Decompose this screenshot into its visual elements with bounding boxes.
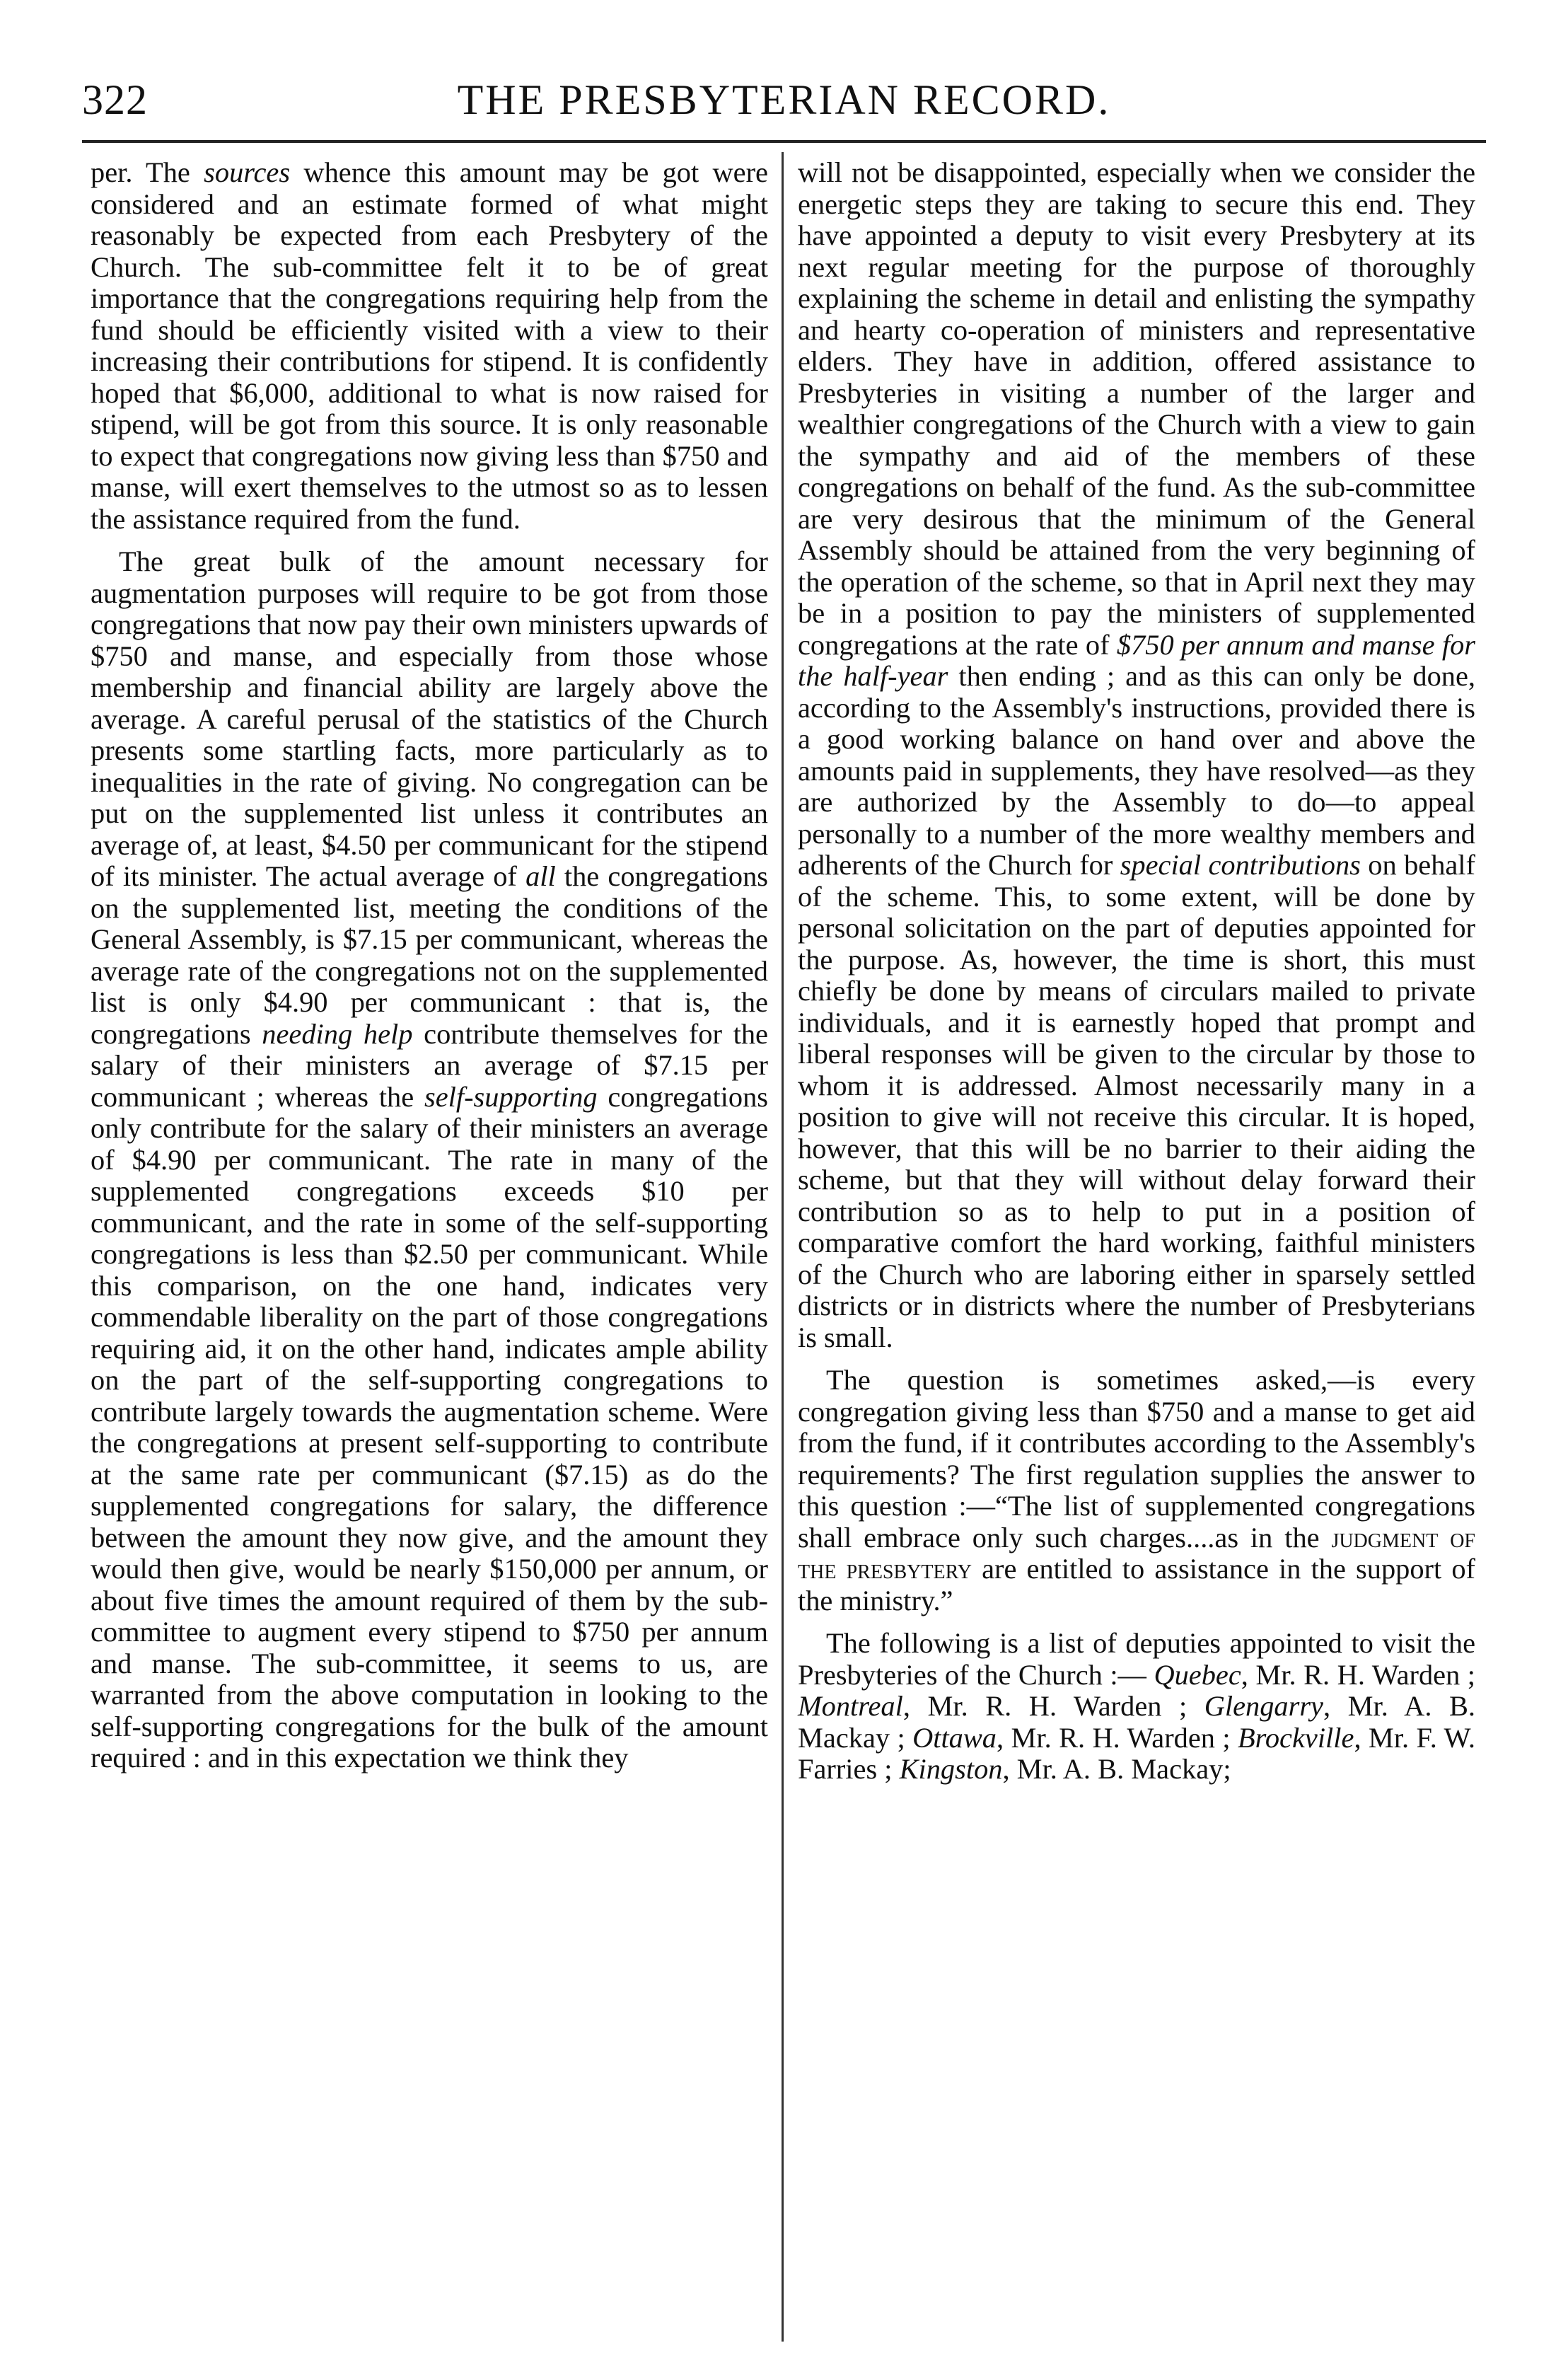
text-run: then ending ; and as this can only be done, according to the Assembly's instructions, provided there is a good working balance on hand over and above the amounts paid in supplements, they have resolved—as they are authorized by the Assembly to do—to appeal personally to a number of the more wealthy members and adherents of the Church for <box>798 660 1475 881</box>
text-run: , Mr. R. H. Warden ; <box>997 1721 1238 1754</box>
text-run: , Mr. A. B. Mackay ; <box>798 1690 1475 1754</box>
right-paragraph-1 <box>798 157 1475 1353</box>
italic-run: self-supporting <box>424 1080 598 1113</box>
place-name: Glengarry <box>1204 1690 1323 1722</box>
text-run: whence this amount may be got were considered and an estimate formed of what might reasonably be expected from each Presbytery of the Church. The sub-committee felt it to be of great importance that the congregations requiring help from the fund should be efficiently visited with a view to their increasing their contributions for stipend. It is confidently hoped that $6,000, additional to what is now raised for stipend, will be got from this source. It is only reasonable to expect that congregations now giving less than $750 and manse, will exert themselves to the utmost so as to lessen the assistance required from the fund. <box>91 156 768 535</box>
italic-run: sources <box>204 156 291 188</box>
column-divider <box>782 152 784 2342</box>
text-run: per. The <box>91 156 204 188</box>
text-run: The question is sometimes asked,—is every congregation giving less than $750 and a manse to get aid from the fund, if it contributes according to the Assembly's requirements? The first regulation supplies the answer to this question :—“The list of supplemented congregations shall embrace only such charges....as in the <box>798 1364 1475 1553</box>
text-run: the congregations on the supplemented list, meeting the conditions of the General Assembly, is $7.15 per communicant, whereas the average rate of the congregations not on the supplemented list is only $4.90 per communicant : that is, the congregations <box>91 860 768 1050</box>
italic-run: needing help <box>262 1017 413 1050</box>
italic-run: $750 per annum and manse for the half-year <box>798 628 1475 692</box>
right-paragraph-3 <box>798 1628 1475 1786</box>
page-number: 322 <box>82 76 148 123</box>
header-rule <box>82 140 1486 143</box>
left-column <box>91 157 768 1786</box>
right-paragraph-2 <box>798 1365 1475 1616</box>
text-run: are entitled to assistance in the support of the ministry.” <box>798 1553 1476 1616</box>
text-run: , Mr. R. H. Warden ; <box>902 1690 1204 1722</box>
right-column <box>798 157 1475 1797</box>
running-title: THE PRESBYTERIAN RECORD. <box>457 76 1111 123</box>
text-run: congregations only contribute for the salary of their ministers an average of $4.90 per communicant. The rate in many of the supplemented congregations exceeds $10 per communicant, and the rate in some of the self-supporting congregations is less than $2.50 per communicant. While this comparison, on the one hand, indicates very commendable liberality on the part of those congregations requiring aid, it on the other hand, indicates ample ability on the part of the self-supporting congregations to contribute largely towards the augmentation scheme. Were the congregations at present self-supporting to contribute at the same rate per communicant ($7.15) as do the supplemented congregations for salary, the difference between the amount they now give, and the amount they would then give, would be nearly $150,000 per annum, or about five times the amount required of them by the sub-committee to augment every stipend to $750 per annum and manse. The sub-committee, it seems to us, are warranted from the above computation in looking to the self-supporting congregations for the bulk of the amount required : and in this expectation we think they <box>91 1080 768 1774</box>
text-run: , Mr. A. B. Mackay; <box>1002 1753 1231 1785</box>
text-run: The following is a list of deputies appointed to visit the Presbyteries of the Church :— <box>798 1627 1475 1691</box>
place-name: Montreal <box>798 1690 903 1722</box>
text-run: on behalf of the scheme. This, to some extent, will be done by personal solicitation on the part of deputies appointed for the purpose. As, however, the time is short, this must chiefly be done by means of circulars mailed to private individuals, and it is earnestly hoped that prompt and liberal responses will be given to the circular by those to whom it is addressed. Almost necessarily many in a position to give will not receive this circular. It is hoped, however, that this will be no barrier to their aiding the scheme, but that they will without delay forward their contribution so as to help to put in a position of comparative comfort the hard working, faithful ministers of the Church who are laboring either in sparsely settled districts or in districts where the number of Presbyterians is small. <box>798 849 1475 1353</box>
small-caps-run: judgment of the presbytery <box>798 1521 1475 1585</box>
place-name: Quebec <box>1154 1658 1241 1691</box>
italic-run: special contributions <box>1120 849 1361 881</box>
text-run: , Mr. R. H. Warden ; <box>1241 1658 1475 1691</box>
left-paragraph-2 <box>91 546 768 1774</box>
place-name: Kingston <box>899 1753 1003 1785</box>
text-run: will not be disappointed, especially when we consider the energetic steps they are taking to secure this end. They have appointed a deputy to visit every Presbytery at its next regular meeting for the purpose of thoroughly explaining the scheme in detail and enlisting the sympathy and hearty co-operation of ministers and representative elders. They have in addition, offered assistance to Presbyteries in visiting a number of the larger and wealthier congregations of the Church with a view to gain the sympathy and aid of the members of these congregations on behalf of the fund. As the sub-committee are very desirous that the minimum of the General Assembly should be attained from the very beginning of the operation of the scheme, so that in April next they may be in a position to pay the ministers of supplemented congregations at the rate of <box>798 156 1475 661</box>
italic-run: all <box>525 860 556 892</box>
text-run: , Mr. F. W. Farries ; <box>798 1721 1475 1785</box>
place-name: Brockville <box>1237 1721 1354 1754</box>
text-run: The great bulk of the amount necessary for augmentation purposes will require to be got from those congregations that now pay their own ministers upwards of $750 and manse, and especially from those whose membership and financial ability are largely above the average. A careful perusal of the statistics of the Church presents some startling facts, more particularly as to inequalities in the rate of giving. No congregation can be put on the supplemented list unless it contributes an average of, at least, $4.50 per communicant for the stipend of its minister. The actual average of <box>91 545 768 892</box>
place-name: Ottawa <box>912 1721 997 1754</box>
page-header <box>82 68 1486 132</box>
text-run: contribute themselves for the salary of their ministers an average of $7.15 per communicant ; whereas the <box>91 1017 768 1113</box>
left-paragraph-1 <box>91 157 768 535</box>
